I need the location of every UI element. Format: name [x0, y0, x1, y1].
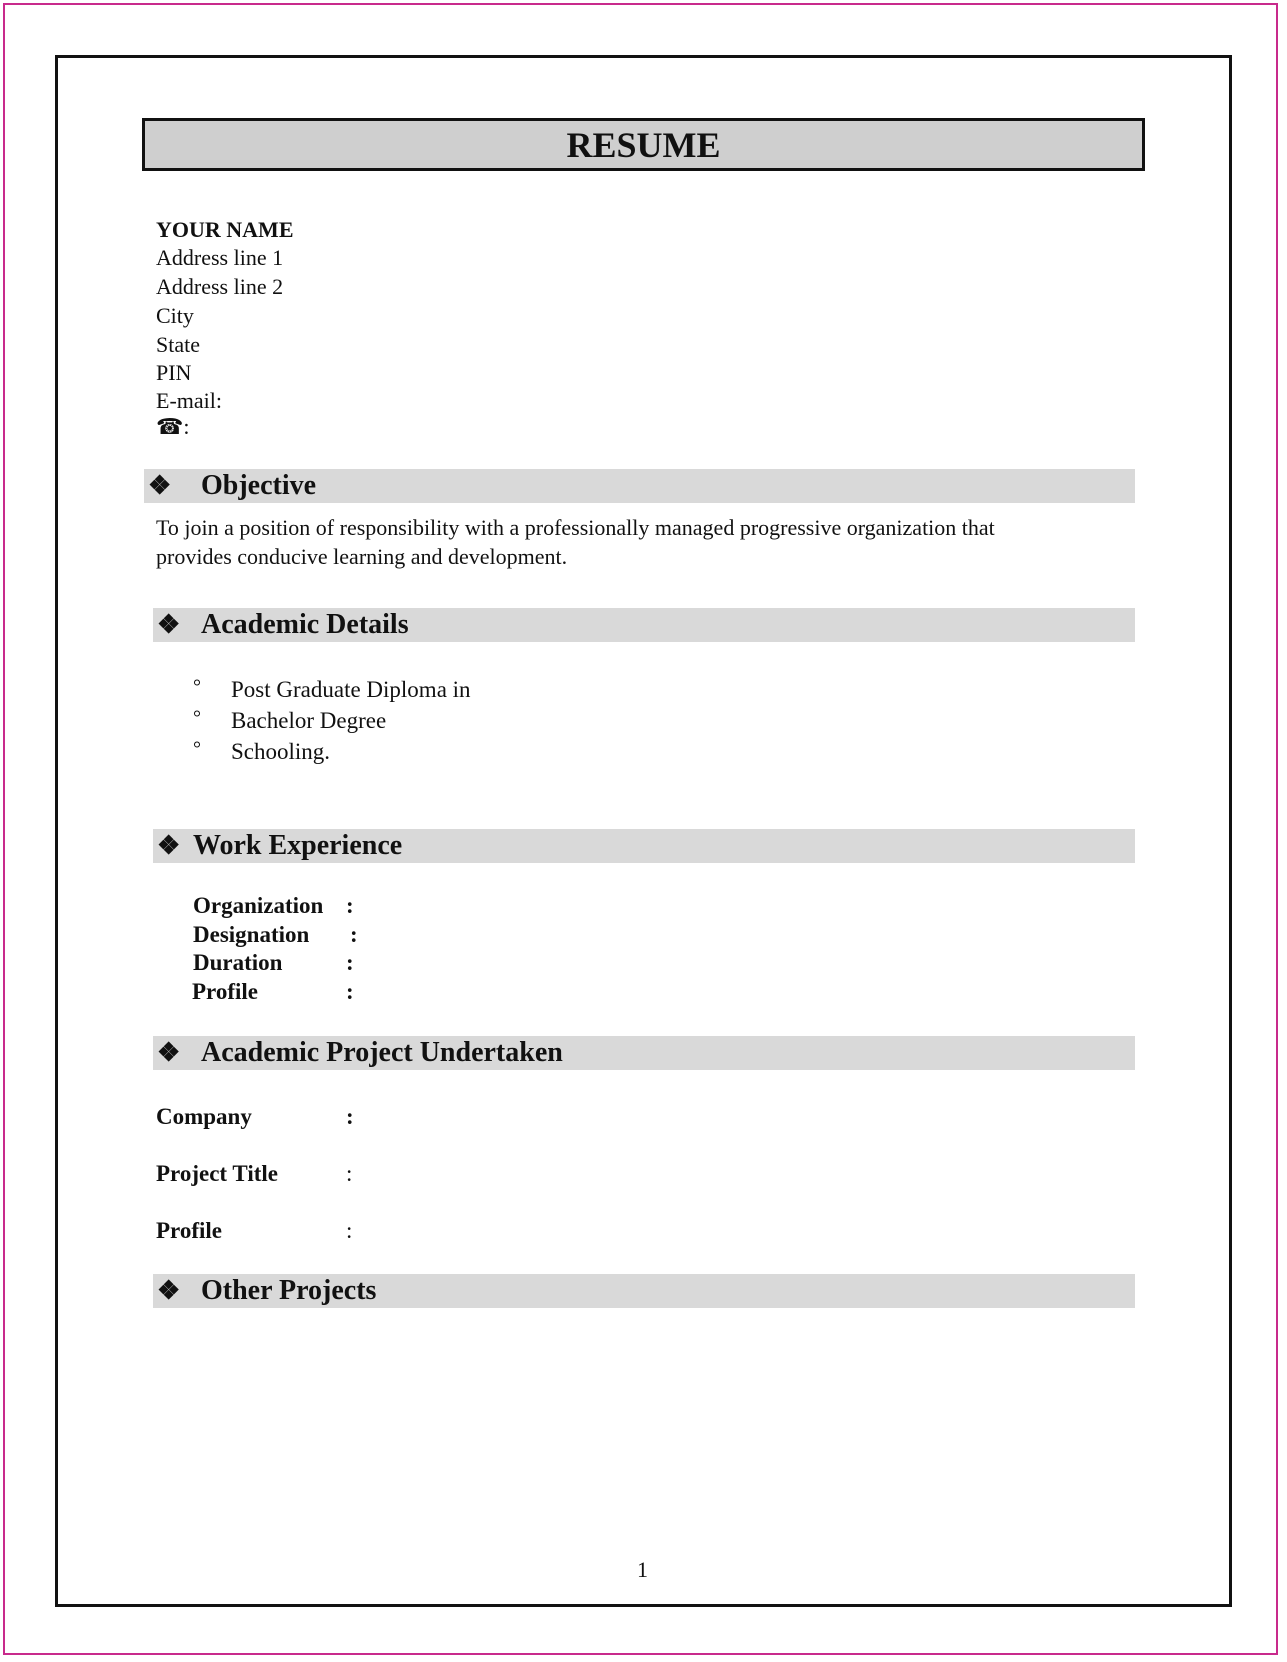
objective-line-2: provides conducive learning and development. — [156, 544, 568, 569]
address-line-1: Address line 1 — [156, 245, 284, 270]
section-objective — [144, 469, 1135, 503]
work-field-duration: Duration — [193, 950, 283, 975]
section-academic-project — [153, 1036, 1135, 1070]
email: E-mail: — [156, 388, 222, 413]
work-field-profile: Profile — [192, 979, 258, 1004]
project-colon: : — [346, 1161, 353, 1186]
section-academic-details-title: Academic Details — [201, 609, 409, 640]
diamond-bullet-icon: ❖ — [157, 1038, 181, 1067]
project-colon: : — [346, 1218, 353, 1243]
section-other-projects-title: Other Projects — [201, 1275, 377, 1306]
objective-line-1: To join a position of responsibility with a professionally managed progressive organization that — [156, 515, 995, 540]
project-field-title: Project Title — [156, 1161, 278, 1186]
diamond-bullet-icon: ❖ — [157, 1276, 181, 1305]
address-line-2: Address line 2 — [156, 274, 284, 299]
list-item: Bachelor Degree — [231, 708, 387, 733]
resume-title: RESUME — [142, 118, 1145, 171]
project-colon: : — [346, 1104, 354, 1129]
contact-name: YOUR NAME — [156, 217, 294, 242]
work-colon: : — [350, 922, 358, 947]
section-other-projects — [153, 1274, 1135, 1308]
section-work-experience — [153, 829, 1135, 863]
project-field-profile: Profile — [156, 1218, 222, 1243]
list-item: Post Graduate Diploma in — [231, 677, 471, 702]
phone-line — [156, 413, 190, 441]
work-field-organization: Organization — [193, 893, 324, 918]
project-field-company: Company — [156, 1104, 252, 1129]
list-item: Schooling. — [231, 739, 331, 764]
pin: PIN — [156, 360, 192, 385]
page-number: 1 — [637, 1557, 648, 1582]
list-bullet: ° — [193, 738, 201, 760]
work-colon: : — [346, 950, 354, 975]
diamond-bullet-icon: ❖ — [148, 471, 172, 500]
section-work-experience-title: Work Experience — [193, 830, 403, 861]
section-academic-details — [153, 608, 1135, 642]
diamond-bullet-icon: ❖ — [157, 831, 181, 860]
work-colon: : — [346, 979, 354, 1004]
phone-colon: : — [183, 414, 190, 439]
work-field-designation: Designation — [193, 922, 310, 947]
list-bullet: ° — [193, 707, 201, 729]
work-colon: : — [346, 893, 354, 918]
telephone-icon: ☎ — [156, 414, 184, 439]
diamond-bullet-icon: ❖ — [157, 610, 181, 639]
section-academic-project-title: Academic Project Undertaken — [201, 1037, 563, 1068]
list-bullet: ° — [193, 676, 201, 698]
section-objective-title: Objective — [201, 470, 317, 501]
state: State — [156, 332, 200, 357]
city: City — [156, 303, 194, 328]
